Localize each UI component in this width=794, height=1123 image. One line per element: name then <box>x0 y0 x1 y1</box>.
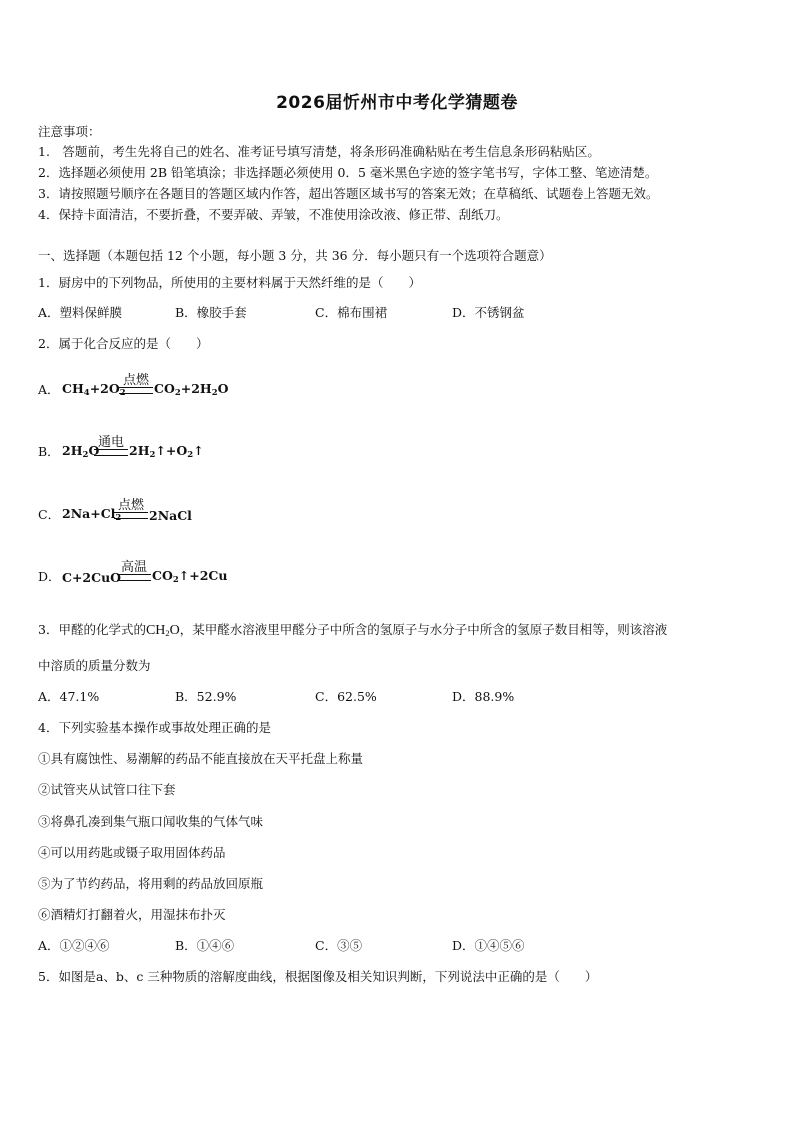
q2-d-reactants: C+2CuO <box>62 570 122 585</box>
question-2-stem: 2．属于化合反应的是（ ） <box>38 336 209 351</box>
q2-option-b-label: B． <box>38 444 60 459</box>
q2-d-arrow <box>117 574 151 581</box>
q4-item-1: ①具有腐蚀性、易潮解的药品不能直接放在天平托盘上称量 <box>38 751 364 766</box>
q2-a-condition: 点燃 <box>122 373 149 388</box>
q3-option-b[interactable]: B．52.9% <box>175 689 237 704</box>
q2-option-a[interactable] <box>38 360 438 400</box>
q2-d-products: $CO_2↑+2Cu$ <box>152 568 228 585</box>
section-heading: 一、选择题（本题包括 12 个小题，每小题 3 分，共 36 分．每小题只有一个选项符合题意） <box>38 248 552 263</box>
q4-item-4: ④可以用药匙或镊子取用固体药品 <box>38 845 226 860</box>
question-3-stem-cont: 中溶质的质量分数为 <box>38 658 151 673</box>
q2-d-condition: 高温 <box>120 560 147 575</box>
q1-option-b[interactable]: B．橡胶手套 <box>175 305 247 320</box>
q2-b-arrow <box>94 449 128 456</box>
q4-item-2: ②试管夹从试管口往下套 <box>38 782 176 797</box>
question-1-options <box>38 303 758 321</box>
notice-item-4: 4．保持卡面清洁，不要折叠，不要弄破、弄皱，不准使用涂改液、修正带、刮纸刀。 <box>38 207 509 222</box>
q3-formula: $CH_2O$ <box>145 623 180 638</box>
question-5-stem: 5．如图是a、b、c 三种物质的溶解度曲线，根据图像及相关知识判断，下列说法中正确的是（ ） <box>38 969 598 984</box>
q4-option-a[interactable]: A．①②④⑥ <box>38 938 110 953</box>
q3-option-d[interactable]: D．88.9% <box>452 689 515 704</box>
q2-option-c[interactable] <box>38 485 438 525</box>
q2-option-c-label: C． <box>38 507 61 522</box>
q2-b-reactants: $2H_2O$ <box>62 443 100 460</box>
q2-c-reactants: $2Na+Cl_2$ <box>62 506 122 523</box>
q4-item-5: ⑤为了节约药品，将用剩的药品放回原瓶 <box>38 876 264 891</box>
notice-item-2: 2．选择题必须使用 2B 铅笔填涂；非选择题必须使用 0．5 毫米黑色字迹的签字笔书写，字体工整、笔迹清楚。 <box>38 165 658 180</box>
q4-option-c[interactable]: C．③⑤ <box>315 938 363 953</box>
q2-b-products: $2H_2↑+O_2↑$ <box>129 443 204 460</box>
q1-option-a[interactable]: A．塑料保鲜膜 <box>38 305 123 320</box>
q2-option-d-label: D． <box>38 569 61 584</box>
q1-option-c[interactable]: C．棉布围裙 <box>315 305 388 320</box>
q4-item-6: ⑥酒精灯打翻着火，用湿抹布扑灭 <box>38 907 226 922</box>
q3-option-a[interactable]: A．47.1% <box>38 689 100 704</box>
q2-b-condition: 通电 <box>97 435 124 450</box>
q3-stem-before: 3．甲醛的化学式的 <box>38 622 146 637</box>
q3-option-c[interactable]: C．62.5% <box>315 689 377 704</box>
q3-stem-after: ，某甲醛水溶液里甲醛分子中所含的氢原子与水分子中所含的氢原子数目相等，则该溶液 <box>179 622 668 637</box>
q1-option-d[interactable]: D．不锈钢盆 <box>452 305 525 320</box>
notice-item-1: 1. 答题前，考生先将自己的姓名、准考证号填写清楚，将条形码准确粘贴在考生信息条形码粘贴区。 <box>38 144 600 159</box>
question-4-options <box>38 936 758 954</box>
notice-item-3: 3．请按照题号顺序在各题目的答题区域内作答，超出答题区域书写的答案无效；在草稿纸、试题卷上答题无效。 <box>38 186 659 201</box>
q2-c-condition: 点燃 <box>117 498 144 513</box>
question-3-stem <box>38 620 667 639</box>
q4-option-d[interactable]: D．①④⑤⑥ <box>452 938 525 953</box>
exam-title: 2026届忻州市中考化学猜题卷 <box>276 93 518 113</box>
question-1-stem: 1．厨房中的下列物品，所使用的主要材料属于天然纤维的是（ ） <box>38 275 421 290</box>
question-4-stem: 4．下列实验基本操作或事故处理正确的是 <box>38 720 271 735</box>
question-3-options <box>38 687 758 705</box>
q2-a-products: $CO_2+2H_2O$ <box>154 381 229 398</box>
q4-option-b[interactable]: B．①④⑥ <box>175 938 235 953</box>
q2-a-arrow <box>119 387 153 394</box>
notice-heading: 注意事项： <box>38 124 101 139</box>
q2-c-products: 2NaCl <box>149 508 192 523</box>
q2-c-arrow <box>114 512 148 519</box>
q2-option-d[interactable] <box>38 547 438 587</box>
q2-option-b[interactable] <box>38 422 438 462</box>
q2-a-reactants: $CH_4+2O_2$ <box>62 381 126 398</box>
q4-item-3: ③将鼻孔凑到集气瓶口闻收集的气体气味 <box>38 814 264 829</box>
q2-option-a-label: A． <box>38 382 60 397</box>
